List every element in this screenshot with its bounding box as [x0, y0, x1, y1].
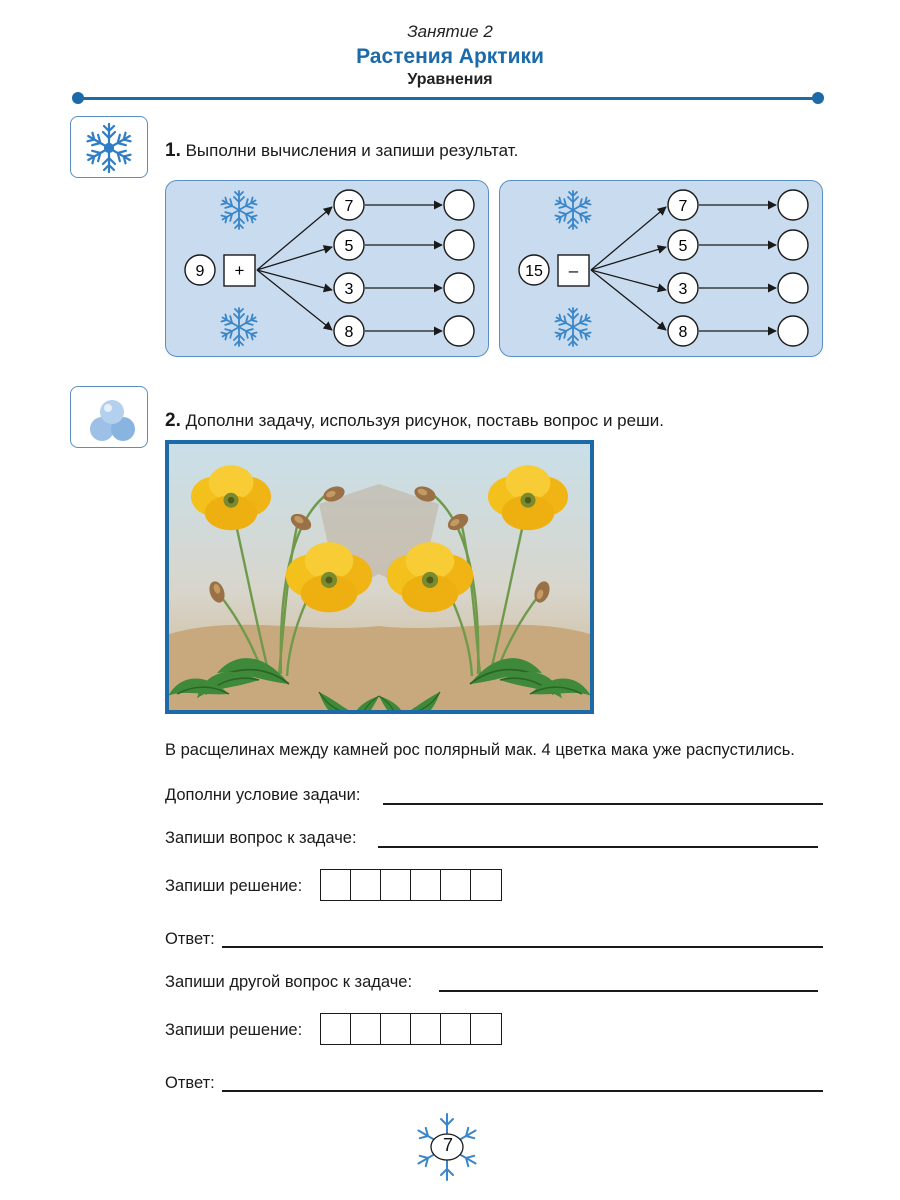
scheme-diagram-subtraction: [500, 181, 824, 358]
other-question-answer-line[interactable]: [439, 990, 818, 992]
snowflake-icon: [220, 191, 258, 229]
task-2-snowballs-icon: [70, 386, 148, 448]
question-answer-line[interactable]: [378, 846, 818, 848]
solution-cells-2[interactable]: [320, 1013, 502, 1045]
start-number: 15: [525, 263, 543, 280]
result-circle[interactable]: [444, 316, 474, 346]
snowflake-icon: [554, 191, 592, 229]
answer-label-1: Ответ:: [165, 930, 215, 948]
page-number: 7: [442, 1135, 453, 1155]
answer-line-2[interactable]: [222, 1090, 823, 1092]
task-1-snowflake-icon: [70, 116, 148, 178]
complete-condition-label: Дополни условие задачи:: [165, 786, 361, 804]
solution-cells-1[interactable]: [320, 869, 502, 901]
snowflake-icon: [220, 308, 258, 346]
scheme-panel-addition: [165, 180, 489, 357]
divider-dot-left: [72, 92, 84, 104]
task-1-instruction: [165, 140, 518, 162]
operand: 3: [344, 281, 354, 298]
task-2-instruction: [165, 410, 664, 432]
solution-label-1: Запиши решение:: [165, 877, 303, 895]
result-circle[interactable]: [778, 190, 808, 220]
answer-line-1[interactable]: [222, 946, 823, 948]
answer-label-2: Ответ:: [165, 1074, 215, 1092]
question-label: Запиши вопрос к задаче:: [165, 829, 357, 847]
result-circle[interactable]: [778, 230, 808, 260]
operation-sign: +: [234, 261, 245, 280]
result-circle[interactable]: [778, 273, 808, 303]
scheme-panel-subtraction: [499, 180, 823, 357]
task-1-number: 1.: [165, 140, 181, 161]
task-2-text: Дополни задачу, используя рисунок, поставь вопрос и реши.: [185, 411, 664, 430]
operand: 8: [344, 324, 354, 341]
lesson-label: Занятие 2: [407, 22, 493, 41]
operand: 7: [678, 198, 688, 215]
start-number: 9: [195, 263, 205, 280]
operand: 8: [678, 324, 688, 341]
arctic-poppies-illustration: [165, 440, 594, 714]
solution-label-2: Запиши решение:: [165, 1021, 303, 1039]
scheme-diagram-addition: [166, 181, 490, 358]
operand: 7: [344, 198, 354, 215]
other-question-label: Запиши другой вопрос к задаче:: [165, 973, 413, 991]
result-circle[interactable]: [444, 273, 474, 303]
task-2-number: 2.: [165, 410, 181, 431]
operand: 5: [678, 238, 688, 255]
snowflake-icon: [554, 308, 592, 346]
operand: 5: [344, 238, 354, 255]
task-1-text: Выполни вычисления и запиши результат.: [185, 141, 519, 160]
operation-sign: –: [568, 261, 579, 280]
condition-answer-line[interactable]: [383, 803, 823, 805]
task-story: В расщелинах между камней рос полярный мак. 4 цветка мака уже распустились.: [165, 741, 795, 759]
result-circle[interactable]: [444, 230, 474, 260]
operand: 3: [678, 281, 688, 298]
result-circle[interactable]: [444, 190, 474, 220]
page-subtitle: Уравнения: [407, 71, 493, 88]
divider-dot-right: [812, 92, 824, 104]
page-title: Растения Арктики: [356, 45, 544, 68]
header-divider: [78, 97, 818, 100]
result-circle[interactable]: [778, 316, 808, 346]
